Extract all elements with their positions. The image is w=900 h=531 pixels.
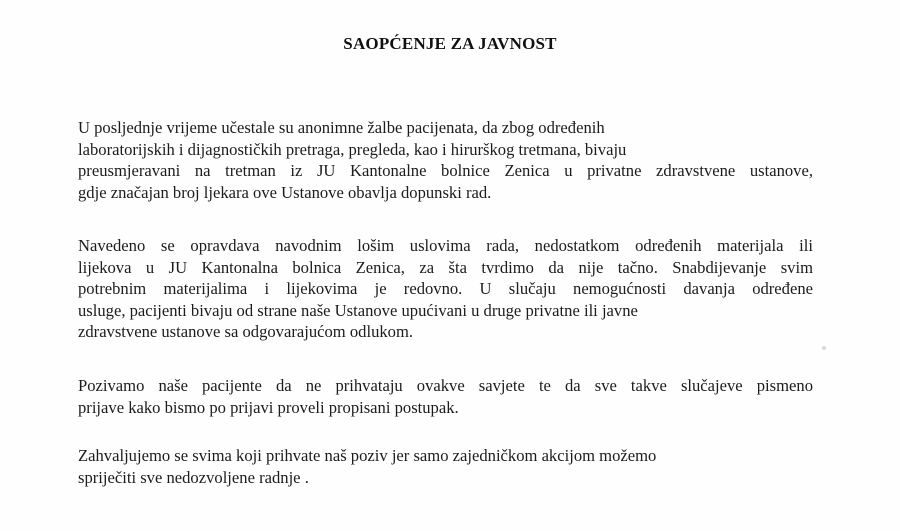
paragraph-line: usluge, pacijenti bivaju od strane naše Ustanove upućivani u druge privatne ili javne [78,300,638,320]
paragraph-complaints [78,117,813,203]
paragraph-line: Navedeno se opravdava navodnim lošim uslovima rada, nedostatkom određenih materijala ili [78,236,813,255]
scan-speck [822,346,826,350]
paragraph-line: spriječiti sve nedozvoljene radnje . [78,467,309,487]
document-title: SAOPĆENJE ZA JAVNOST [343,34,557,53]
paragraph-line: Zahvaljujemo se svima koji prihvate naš poziv jer samo zajedničkom akcijom možemo [78,446,657,465]
paragraph-line: prijave kako bismo po prijavi proveli propisani postupak. [78,397,459,417]
paragraph-line: preusmjeravani na tretman iz JU Kantonalne bolnice Zenica u privatne zdravstvene ustanove, [78,161,813,180]
paragraph-line: laboratorijskih i dijagnostičkih pretraga, pregleda, kao i hirurškog tretmana, bivaju [78,139,627,159]
paragraph-line: U posljednje vrijeme učestale su anonimne žalbe pacijenata, da zbog određenih [78,118,605,137]
paragraph-thanks [78,445,813,488]
paragraph-appeal [78,375,813,418]
paragraph-line: zdravstvene ustanove sa odgovarajućom odlukom. [78,322,414,341]
paragraph-line: gdje značajan broj ljekara ove Ustanove obavlja dopunski rad. [78,182,492,202]
paragraph-line: potrebnim materijalima i lijekovima je redovno. U slučaju nemogućnosti davanja određene [78,279,813,298]
paragraph-justification [78,235,813,343]
paragraph-line: Pozivamo naše pacijente da ne prihvataju ovakve savjete te da sve takve slučajeve pismeno [78,376,813,395]
paragraph-line: lijekova u JU Kantonalna bolnica Zenica, za šta tvrdimo da nije tačno. Snabdijevanje svim [78,257,813,277]
